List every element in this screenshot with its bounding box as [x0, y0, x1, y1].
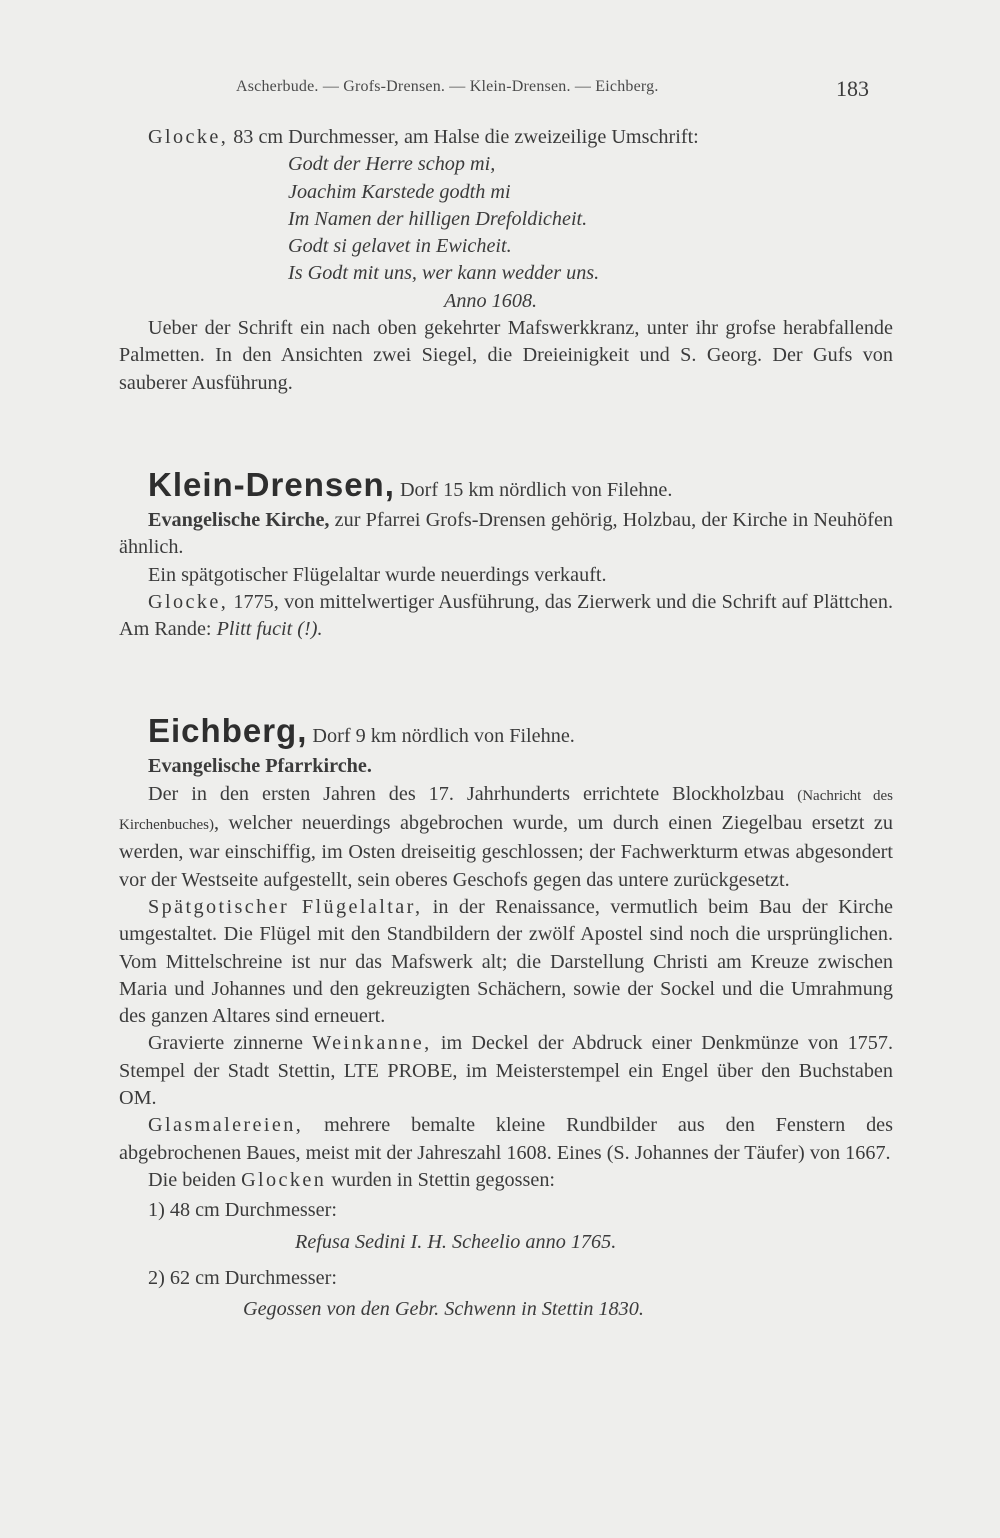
place-subtitle: Dorf 9 km nördlich von Filehne. [307, 725, 575, 748]
section-gap [119, 643, 893, 714]
bell-inscription [119, 151, 893, 315]
place-subtitle: Dorf 15 km nördlich von Filehne. [394, 478, 673, 501]
jug-text-cont: im Deckel der Abdruck einer Denkmünze von 1757. Stempel der Stadt Stettin, LTE PROBE, im Meisterstempel ein Engel über den Buchstaben OM. [119, 1032, 894, 1110]
section-gap [119, 397, 893, 468]
inscription-line: Godt si gelavet in Ewicheit. [288, 235, 512, 258]
eichberg-altar-paragraph [119, 894, 893, 1030]
eichberg-heading [119, 714, 893, 753]
inscription-line: Im Namen der hilligen Drefoldicheit. [288, 207, 588, 230]
bell-text: 83 cm Durchmesser, am Halse die zweizeilige Umschrift: [228, 126, 699, 148]
bell-text: 1775, von mittelwertiger Ausführung, das Zierwerk und die Schrift auf Plättchen. Am Rande: [119, 590, 893, 641]
inscription-line: Godt der Herre schop mi, [288, 153, 496, 176]
altar-text: in der Renaissance, vermutlich beim Bau der Kirche umgestaltet. Die Flügel mit den Standbildern der zwölf Apostel sind noch die ursprünglichen. Vom Mittelschreine ist nur das Mafswerk alt; die Darstellung Christi am Kreuze zwischen Maria und Johannes und den gekreuzigten Schächern, sowie der Sockel und die Umrahmung des ganzen Altares sind erneuert. [119, 895, 893, 1028]
klein-drensen-altar: Ein spätgotischer Flügelaltar wurde neuerdings verkauft. [148, 563, 607, 586]
bell-2-size: 2) 62 cm Durchmesser: [148, 1266, 337, 1289]
page-header [0, 76, 1000, 106]
jug-text: Gravierte zinnerne [148, 1032, 313, 1055]
eichberg-glass-paragraph [119, 1112, 893, 1167]
eichberg-bells-intro [119, 1167, 893, 1194]
church-text: zur Pfarrei Grofs-Drensen gehörig, Holzbau, der Kirche in Neuhöfen ähnlich. [119, 508, 893, 559]
altar-label: Spätgotischer Flügelaltar, [148, 895, 423, 918]
klein-drensen-bell [119, 589, 893, 644]
jug-label: Weinkanne, [312, 1032, 432, 1055]
bell-2-inscription: Gegossen von den Gebr. Schwenn in Stettin 1830. [243, 1298, 644, 1321]
klein-drensen-heading [119, 465, 893, 507]
eichberg-church-heading: Evangelische Pfarrkirche. [148, 755, 372, 778]
page-number: 183 [836, 76, 869, 101]
bell-label: Glocke, [148, 126, 229, 148]
bells-text: Die beiden [148, 1168, 242, 1191]
eichberg-building-paragraph [119, 781, 893, 894]
eichberg-jug-paragraph [119, 1030, 893, 1112]
bell-description: Ueber der Schrift ein nach oben gekehrter Mafswerkkranz, unter ihr grofse herabfallende Palmetten. In den Ansichten zwei Siegel, die Dreieinigkeit und S. Georg. Der Gufs von sauberer Ausführung. [119, 317, 893, 394]
bell-1-inscription: Refusa Sedini I. H. Scheelio anno 1765. [295, 1230, 617, 1253]
source-note: (Nachricht des Kirchenbuches) [119, 787, 893, 834]
building-text: Der in den ersten Jahren des 17. Jahrhunderts errichtete Blockholzbau [148, 782, 798, 805]
place-name: Klein-Drensen, [148, 465, 395, 503]
running-title: Ascherbude. — Grofs-Drensen. — Klein-Drensen. — Eichberg. [236, 78, 659, 95]
place-name: Eichberg, [148, 712, 308, 750]
bells-text-cont: wurden in Stettin gegossen: [326, 1168, 556, 1191]
bell-1-size: 1) 48 cm Durchmesser: [148, 1199, 337, 1222]
klein-drensen-church [119, 507, 893, 562]
bell-inscription: Plitt fucit (!). [216, 618, 323, 641]
page-body [119, 124, 893, 1323]
grossdrensen-bell-paragraph [119, 124, 893, 151]
bells-label: Glocken [241, 1168, 327, 1191]
church-heading: Evangelische Kirche, [148, 508, 330, 531]
glass-text: mehrere bemalte kleine Rundbilder aus den Fenstern des abgebrochenen Baues, meist mit der Jahreszahl 1608. Eines (S. Johannes der Täufer) von 1667. [119, 1114, 893, 1164]
inscription-date: Anno 1608. [444, 289, 538, 312]
glass-label: Glasmalereien, [148, 1114, 304, 1137]
inscription-line: Joachim Karstede godth mi [288, 180, 511, 203]
building-text-cont: , welcher neuerdings abgebrochen wurde, um durch einen Ziegelbau ersetzt zu werden, war einschiffig, im Osten dreiseitig geschlossen; der Fachwerkturm etwas abgesondert vor der Westseite aufgestellt, sein oberes Geschofs gegen das untere zurückgesetzt. [119, 812, 893, 891]
inscription-line: Is Godt mit uns, wer kann wedder uns. [288, 262, 600, 285]
bell-label: Glocke, [148, 590, 229, 613]
